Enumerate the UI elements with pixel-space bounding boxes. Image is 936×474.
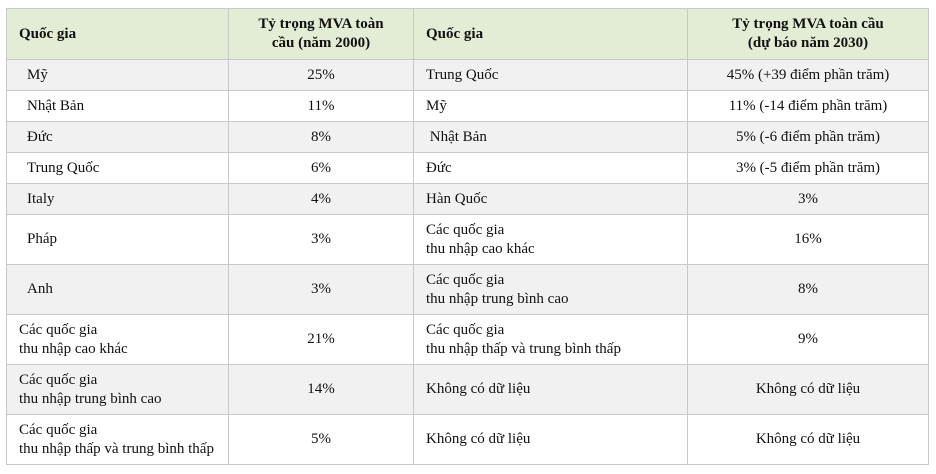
table-row: [7, 415, 929, 465]
share-2030-cell: 3%: [688, 184, 929, 215]
header-mva-share-2000-line2: cầu (năm 2000): [271, 35, 371, 51]
mva-share-table: [6, 8, 929, 465]
share-2030-cell: 5% (-6 điểm phần trăm): [688, 122, 929, 153]
table-row: [7, 60, 929, 91]
share-2000-cell: 3%: [229, 265, 414, 315]
share-2000-cell: 3%: [229, 215, 414, 265]
cell-text: Trung Quốc: [426, 66, 499, 83]
cell-text-line2: thu nhập cao khác: [19, 340, 128, 357]
cell-text-line1: Các quốc gia: [426, 321, 505, 338]
country-2030-cell: [414, 91, 688, 122]
cell-text: Đức: [27, 128, 53, 145]
table-row: [7, 122, 929, 153]
table-row: [7, 365, 929, 415]
cell-text: Hàn Quốc: [426, 190, 488, 207]
share-2000-cell: 21%: [229, 315, 414, 365]
header-row: [7, 9, 929, 60]
cell-text: Mỹ: [27, 66, 48, 83]
share-2030-cell: 3% (-5 điểm phần trăm): [688, 153, 929, 184]
share-2030-cell: Không có dữ liệu: [688, 415, 929, 465]
country-2030-cell: [414, 60, 688, 91]
country-2000-cell: [7, 184, 229, 215]
country-2030-cell: [414, 122, 688, 153]
share-2000-cell: 14%: [229, 365, 414, 415]
country-2000-cell: [7, 315, 229, 365]
cell-text-line1: Các quốc gia: [19, 421, 98, 438]
country-2030-cell: [414, 184, 688, 215]
cell-text: Pháp: [27, 231, 57, 247]
country-2030-cell: [414, 265, 688, 315]
share-2000-cell: 5%: [229, 415, 414, 465]
cell-text-line2: thu nhập cao khác: [426, 240, 535, 257]
cell-text: Anh: [27, 281, 53, 297]
cell-text-line1: Các quốc gia: [426, 221, 505, 238]
table-row: [7, 184, 929, 215]
cell-text-line2: thu nhập trung bình cao: [426, 290, 569, 307]
country-2000-cell: [7, 60, 229, 91]
share-2000-cell: 25%: [229, 60, 414, 91]
cell-text: Nhật Bản: [426, 128, 487, 145]
table-row: [7, 265, 929, 315]
cell-text-line1: Các quốc gia: [19, 371, 98, 388]
share-2030-cell: 16%: [688, 215, 929, 265]
table-container: [6, 8, 928, 465]
country-2000-cell: [7, 415, 229, 465]
cell-text-line1: Các quốc gia: [19, 321, 98, 338]
country-2000-cell: [7, 122, 229, 153]
cell-text-line2: thu nhập trung bình cao: [19, 390, 162, 407]
cell-text: Nhật Bản: [27, 97, 85, 114]
header-mva-share-2030-line2: (dự báo năm 2030): [747, 35, 869, 51]
table-row: [7, 91, 929, 122]
cell-text: Mỹ: [426, 97, 447, 114]
table-row: [7, 215, 929, 265]
share-2000-cell: 8%: [229, 122, 414, 153]
cell-text: Trung Quốc: [27, 159, 100, 176]
table-row: [7, 315, 929, 365]
share-2030-cell: 11% (-14 điểm phần trăm): [688, 91, 929, 122]
cell-text-line2: thu nhập thấp và trung bình thấp: [426, 340, 621, 357]
header-country-2000: Quốc gia: [7, 9, 229, 60]
cell-text: Italy: [27, 190, 55, 207]
share-2030-cell: Không có dữ liệu: [688, 365, 929, 415]
country-2030-cell: [414, 215, 688, 265]
header-country-2030: Quốc gia: [414, 9, 688, 60]
country-2000-cell: [7, 265, 229, 315]
country-2030-cell: [414, 365, 688, 415]
header-mva-share-2000-line1: Tỷ trọng MVA toàn: [258, 16, 384, 32]
header-mva-share-2030: [688, 9, 929, 60]
country-2000-cell: [7, 365, 229, 415]
cell-text: Đức: [426, 159, 452, 176]
share-2030-cell: 9%: [688, 315, 929, 365]
country-2000-cell: [7, 215, 229, 265]
country-2000-cell: [7, 153, 229, 184]
country-2000-cell: [7, 91, 229, 122]
share-2030-cell: 45% (+39 điểm phần trăm): [688, 60, 929, 91]
country-2030-cell: [414, 315, 688, 365]
share-2000-cell: 4%: [229, 184, 414, 215]
cell-text-line2: thu nhập thấp và trung bình thấp: [19, 440, 214, 457]
share-2000-cell: 11%: [229, 91, 414, 122]
country-2030-cell: [414, 415, 688, 465]
share-2000-cell: 6%: [229, 153, 414, 184]
cell-text: Không có dữ liệu: [426, 381, 531, 397]
header-mva-share-2030-line1: Tỷ trọng MVA toàn cầu: [732, 16, 884, 32]
country-2030-cell: [414, 153, 688, 184]
cell-text-line1: Các quốc gia: [426, 271, 505, 288]
share-2030-cell: 8%: [688, 265, 929, 315]
cell-text: Không có dữ liệu: [426, 431, 531, 447]
table-row: [7, 153, 929, 184]
header-mva-share-2000: [229, 9, 414, 60]
